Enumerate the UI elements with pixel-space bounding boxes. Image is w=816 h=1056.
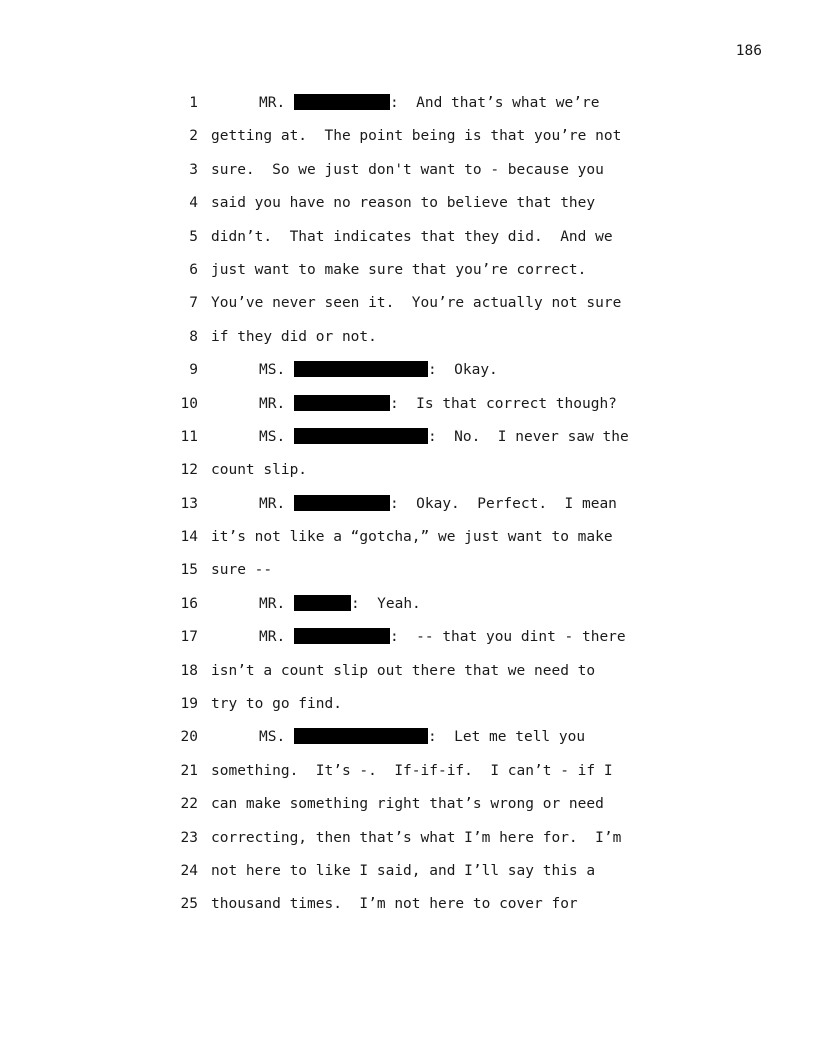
transcript-line [0, 127, 816, 160]
line-content: it’s not like a “gotcha,” we just want to make [211, 529, 613, 546]
line-content: thousand times. I’m not here to cover for [211, 896, 578, 913]
line-content: count slip. [211, 462, 308, 479]
redaction-bar [294, 628, 390, 644]
line-text [211, 695, 342, 713]
transcript-line [0, 762, 816, 795]
line-content: : Okay. Perfect. I mean [389, 495, 617, 512]
speaker-title: MR. [259, 495, 286, 512]
speaker-title: MS. [259, 729, 286, 746]
line-text [211, 829, 621, 847]
transcript-line [0, 728, 816, 761]
transcript-line [0, 528, 816, 561]
line-content: just want to make sure that you’re correct. [211, 261, 587, 278]
speaker-title: MS. [259, 362, 286, 379]
line-text [211, 261, 586, 279]
line-text [259, 728, 585, 746]
line-content: isn’t a count slip out there that we need to [211, 662, 596, 679]
line-content: sure. So we just don't want to - because you [211, 161, 604, 178]
redaction-bar [294, 428, 428, 444]
redaction-bar [294, 395, 390, 411]
line-number: 17 [180, 629, 198, 646]
transcript-line [0, 495, 816, 528]
line-text [211, 895, 578, 913]
redaction-bar [294, 361, 428, 377]
line-number: 22 [180, 796, 198, 813]
speaker-title: MR. [259, 395, 286, 412]
line-content: : Yeah. [350, 595, 421, 612]
transcript-line [0, 428, 816, 461]
line-number: 16 [180, 595, 198, 612]
line-number: 1 [189, 95, 198, 111]
speaker-title: MS. [259, 428, 286, 445]
redaction-bar [294, 495, 390, 511]
line-number: 3 [189, 161, 198, 178]
line-number: 20 [180, 729, 198, 746]
line-content: something. It’s -. If-if-if. I can’t - if I [211, 762, 613, 779]
transcript-lines [0, 94, 816, 929]
line-content: : -- that you dint - there [389, 629, 626, 646]
transcript-line [0, 161, 816, 194]
line-content: said you have no reason to believe that they [211, 195, 596, 212]
line-text [211, 762, 613, 780]
line-content: : No. I never saw the [427, 428, 629, 445]
transcript-line [0, 795, 816, 828]
line-number: 2 [189, 128, 198, 145]
line-content: not here to like I said, and I’ll say this a [211, 862, 596, 879]
line-number: 18 [180, 662, 198, 679]
line-content: You’ve never seen it. You’re actually not sure [211, 295, 622, 312]
line-content: didn’t. That indicates that they did. And we [211, 228, 613, 245]
line-text [259, 428, 629, 446]
transcript-line [0, 895, 816, 928]
line-number: 19 [180, 696, 198, 713]
line-content: getting at. The point being is that you’re not [211, 128, 622, 145]
line-content: : Okay. [427, 362, 498, 379]
transcript-line [0, 628, 816, 661]
line-text [259, 495, 617, 513]
line-number: 11 [180, 428, 198, 445]
line-text [211, 795, 604, 813]
line-content: correcting, then that’s what I’m here for. I’m [211, 829, 622, 846]
line-text [211, 127, 621, 145]
line-content: if they did or not. [211, 328, 377, 345]
line-text [211, 528, 613, 546]
transcript-line [0, 395, 816, 428]
speaker-title: MR. [259, 595, 286, 612]
line-content: : And that’s what we’re [389, 95, 600, 111]
redaction-bar [294, 94, 390, 110]
line-text [211, 328, 377, 346]
line-text [259, 361, 498, 379]
transcript-line [0, 595, 816, 628]
speaker-title: MR. [259, 629, 286, 646]
line-text [259, 395, 617, 413]
line-text [259, 595, 421, 613]
line-number: 13 [180, 495, 198, 512]
line-number: 12 [180, 462, 198, 479]
transcript-line [0, 829, 816, 862]
redaction-bar [294, 595, 351, 611]
line-text [211, 161, 604, 179]
line-text [211, 461, 307, 479]
line-number: 15 [180, 562, 198, 579]
page-number: 186 [735, 43, 762, 59]
line-number: 10 [180, 395, 198, 412]
line-number: 6 [189, 261, 198, 278]
transcript-line [0, 94, 816, 127]
line-text [211, 228, 613, 246]
transcript-line [0, 194, 816, 227]
line-number: 7 [189, 295, 198, 312]
transcript-line [0, 461, 816, 494]
transcript-line [0, 228, 816, 261]
transcript-line [0, 361, 816, 394]
line-text [211, 862, 595, 880]
line-text [211, 294, 621, 312]
line-number: 4 [189, 195, 198, 212]
line-number: 21 [180, 762, 198, 779]
line-number: 14 [180, 529, 198, 546]
line-number: 24 [180, 862, 198, 879]
transcript-line [0, 328, 816, 361]
line-number: 8 [189, 328, 198, 345]
transcript-line [0, 862, 816, 895]
line-content: can make something right that’s wrong or need [211, 796, 604, 813]
line-number: 23 [180, 829, 198, 846]
redaction-bar [294, 728, 428, 744]
transcript-line [0, 294, 816, 327]
line-content: try to go find. [211, 696, 342, 713]
line-text [259, 628, 626, 646]
line-text [211, 194, 595, 212]
line-text [211, 561, 272, 579]
line-text [211, 662, 595, 680]
transcript-line [0, 261, 816, 294]
line-content: : Let me tell you [427, 729, 586, 746]
transcript-line [0, 561, 816, 594]
transcript-line [0, 662, 816, 695]
line-number: 5 [189, 228, 198, 245]
line-content: sure -- [211, 562, 273, 579]
transcript-line [0, 695, 816, 728]
line-number: 9 [189, 362, 198, 379]
line-number: 25 [180, 896, 198, 913]
line-text [259, 94, 599, 112]
speaker-title: MR. [259, 95, 286, 111]
line-content: : Is that correct though? [389, 395, 617, 412]
